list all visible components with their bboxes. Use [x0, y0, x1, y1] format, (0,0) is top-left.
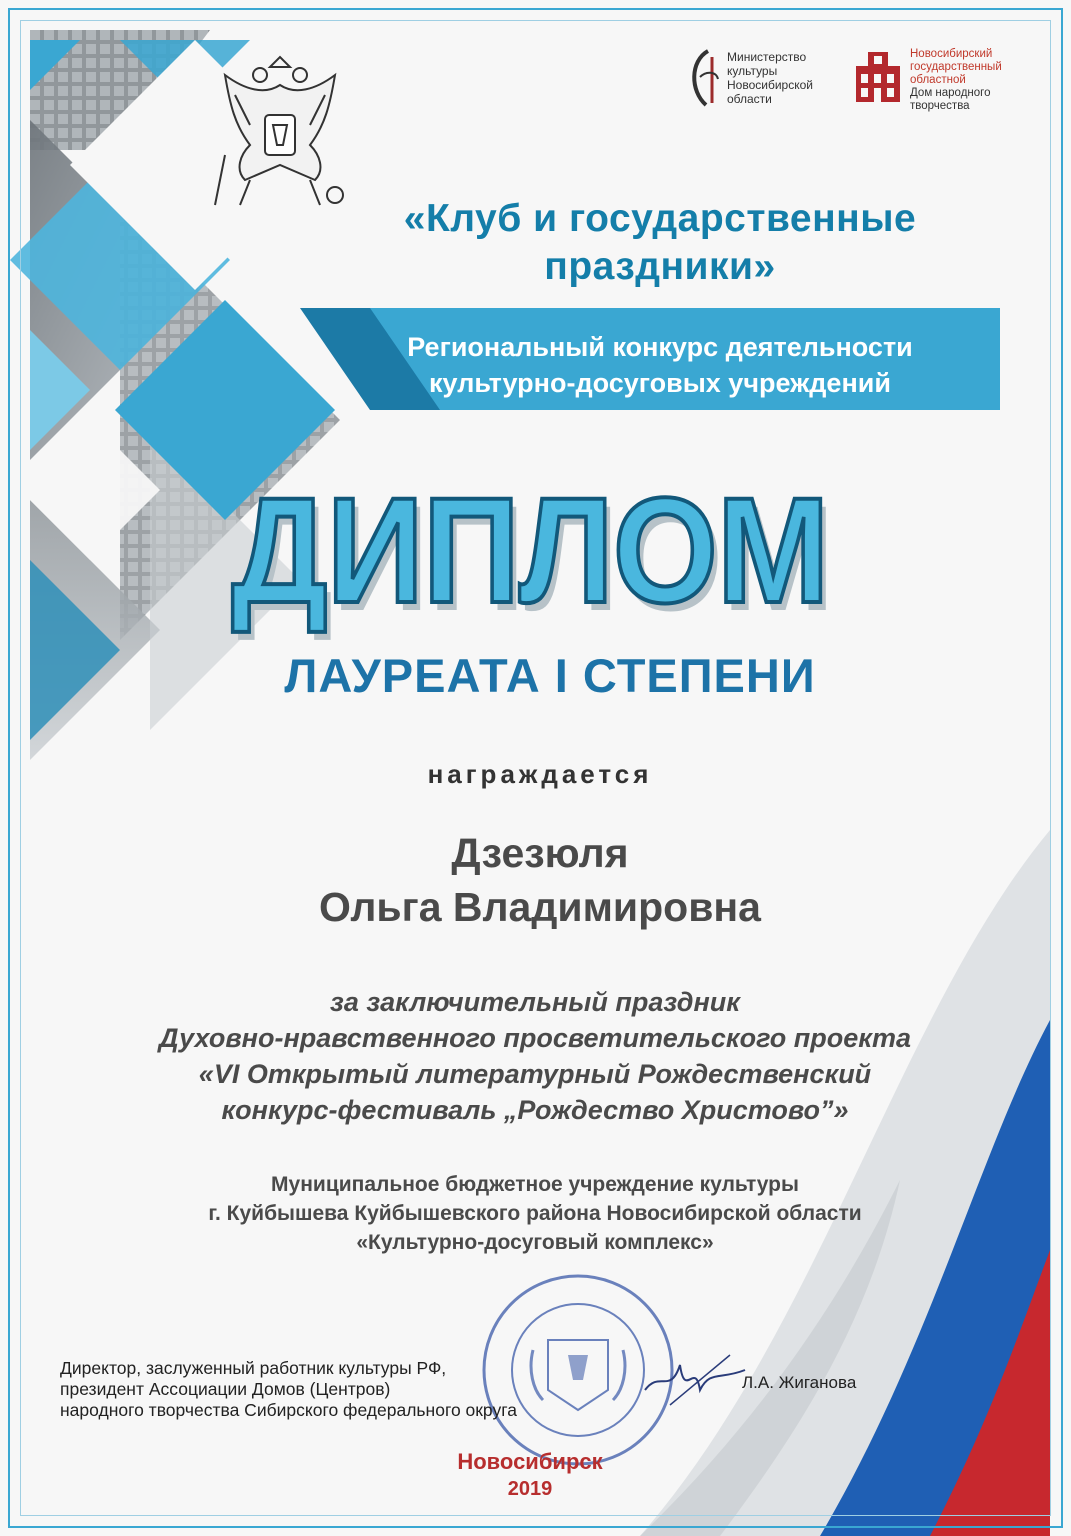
recipient-given-name: Ольга Владимировна — [319, 884, 761, 930]
signatory-title-line: народного творчества Сибирского федерального округа — [60, 1400, 517, 1420]
contest-title-line: праздники» — [544, 245, 776, 288]
contest-title-line: «Клуб и государственные — [403, 197, 917, 240]
award-reason — [80, 984, 990, 1128]
logo-text-line: Новосибирской — [727, 78, 813, 92]
logo-text-line: Министерство — [727, 50, 807, 64]
footer-year: 2019 — [507, 1478, 553, 1500]
organization-name — [80, 1170, 990, 1257]
contest-subtitle-line: культурно-досуговых учреждений — [429, 368, 891, 398]
diploma-heading: ДИПЛОМ — [231, 466, 829, 634]
recipient-surname: Дзезюля — [451, 830, 629, 876]
recipient-name — [180, 826, 900, 934]
folk-art-house-logo-icon — [852, 48, 904, 104]
logo-text-line: культуры — [727, 64, 778, 78]
award-reason-line: за заключительный праздник — [330, 987, 740, 1017]
ministry-logo-text — [727, 50, 813, 106]
logo-text-line: государственный — [910, 61, 1002, 73]
signatory-title — [60, 1358, 620, 1421]
signatory-title-line: президент Ассоциации Домов (Центров) — [60, 1379, 391, 1399]
organization-line: г. Куйбышева Куйбышевского района Новосибирской области — [208, 1202, 862, 1225]
signatory-title-line: Директор, заслуженный работник культуры РФ, — [60, 1358, 447, 1378]
footer-city: Новосибирск — [457, 1449, 603, 1474]
contest-subtitle — [330, 329, 990, 401]
logo-text-line: области — [727, 92, 772, 106]
handwritten-signature — [640, 1350, 750, 1410]
contest-subtitle-line: Региональный конкурс деятельности — [407, 332, 913, 362]
ministry-logo-icon — [686, 47, 722, 109]
contest-title — [330, 195, 990, 291]
logo-text-line: творчества — [910, 100, 970, 112]
logo-text-line: Дом народного — [910, 87, 991, 99]
folk-art-house-logo-text — [910, 48, 1002, 113]
laureate-degree: ЛАУРЕАТА I СТЕПЕНИ — [284, 649, 816, 702]
award-reason-line: «VI Открытый литературный Рождественский — [198, 1059, 872, 1089]
organization-line: Муниципальное бюджетное учреждение культуры — [271, 1173, 799, 1196]
logo-text-line: областной — [910, 74, 966, 86]
award-reason-line: Духовно-нравственного просветительского проекта — [158, 1023, 912, 1053]
organization-line: «Культурно-досуговый комплекс» — [356, 1231, 714, 1254]
awarded-label: награждается — [427, 759, 653, 789]
award-reason-line: конкурс-фестиваль „Рождество Христово”» — [221, 1095, 849, 1125]
double-headed-eagle-icon — [205, 55, 355, 215]
logo-text-line: Новосибирский — [910, 48, 993, 60]
signatory-name: Л.А. Жиганова — [742, 1373, 857, 1392]
